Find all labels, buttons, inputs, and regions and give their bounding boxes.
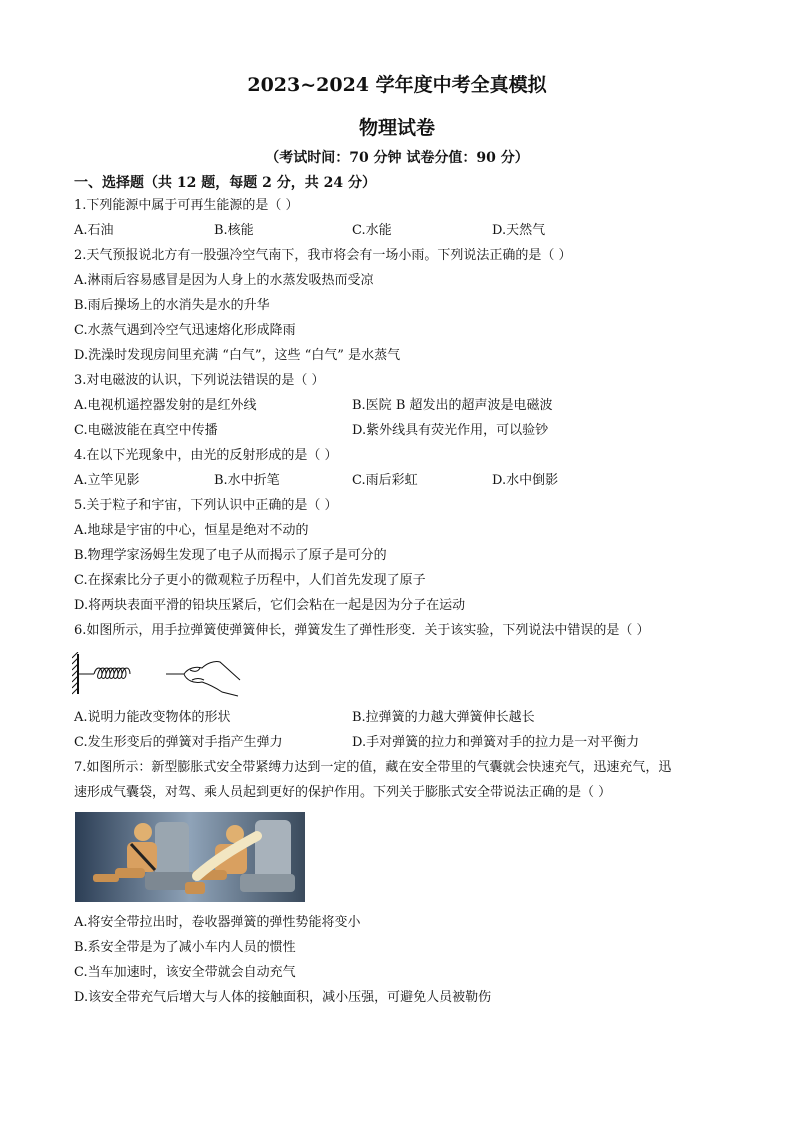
q7-stem-line2: 速形成气囊袋，对驾、乘人员起到更好的保护作用。下列关于膨胀式安全带说法正确的是（ ） xyxy=(74,785,612,800)
spring-hand-figure xyxy=(72,652,242,698)
q6-option-a: A.说明力能改变物体的形状 xyxy=(74,710,231,725)
q1-option-d: D.天然气 xyxy=(492,223,546,238)
exam-info: （考试时间：70 分钟 试卷分值：90 分） xyxy=(265,150,529,166)
q3-option-c: C.电磁波能在真空中传播 xyxy=(74,423,218,438)
q1-option-b: B.核能 xyxy=(214,223,254,238)
section-heading: 一、选择题（共 12 题，每题 2 分，共 24 分） xyxy=(74,175,376,191)
q4-option-a: A.立竿见影 xyxy=(74,473,140,488)
q7-option-b: B.系安全带是为了减小车内人员的惯性 xyxy=(74,940,296,955)
q1-option-c: C.水能 xyxy=(352,223,392,238)
q5-stem: 5.关于粒子和宇宙，下列认识中正确的是（ ） xyxy=(74,498,338,513)
hand-icon xyxy=(184,661,240,696)
q2-stem: 2.天气预报说北方有一股强冷空气南下，我市将会有一场小雨。下列说法正确的是（ ） xyxy=(74,248,572,263)
q5-option-c: C.在探索比分子更小的微观粒子历程中，人们首先发现了原子 xyxy=(74,573,426,588)
q6-option-c: C.发生形变后的弹簧对手指产生弹力 xyxy=(74,735,283,750)
q3-stem: 3.对电磁波的认识，下列说法错误的是（ ） xyxy=(74,373,325,388)
exam-title: 2023~2024 学年度中考全真模拟 xyxy=(247,74,547,96)
q2-option-b: B.雨后操场上的水消失是水的升华 xyxy=(74,298,270,313)
q6-option-d: D.手对弹簧的拉力和弹簧对手的拉力是一对平衡力 xyxy=(352,735,640,750)
seatbelt-photo xyxy=(75,812,305,902)
q2-option-a: A.淋雨后容易感冒是因为人身上的水蒸发吸热而受凉 xyxy=(74,273,374,288)
q6-stem: 6.如图所示，用手拉弹簧使弹簧伸长，弹簧发生了弹性形变．关于该实验，下列说法中错误的是（ ） xyxy=(74,623,650,638)
q5-option-b: B.物理学家汤姆生发现了电子从而揭示了原子是可分的 xyxy=(74,548,387,563)
q5-option-d: D.将两块表面平滑的铅块压紧后，它们会粘在一起是因为分子在运动 xyxy=(74,598,466,613)
q7-stem-line1: 7.如图所示：新型膨胀式安全带紧缚力达到一定的值，藏在安全带里的气囊就会快速充气，迅速充气，迅 xyxy=(74,760,672,775)
q2-option-c: C.水蒸气遇到冷空气迅速熔化形成降雨 xyxy=(74,323,296,338)
q5-option-a: A.地球是宇宙的中心，恒星是绝对不动的 xyxy=(74,523,309,538)
spring-icon xyxy=(78,668,184,679)
q4-option-d: D.水中倒影 xyxy=(492,473,559,488)
q7-option-d: D.该安全带充气后增大与人体的接触面积，减小压强，可避免人员被勒伤 xyxy=(74,990,492,1005)
q3-option-a: A.电视机遥控器发射的是红外线 xyxy=(74,398,257,413)
q4-option-c: C.雨后彩虹 xyxy=(352,473,418,488)
q1-option-a: A.石油 xyxy=(74,223,114,238)
q4-stem: 4.在以下光现象中，由光的反射形成的是（ ） xyxy=(74,448,338,463)
q3-option-b: B.医院 B 超发出的超声波是电磁波 xyxy=(352,398,553,413)
q3-option-d: D.紫外线具有荧光作用，可以验钞 xyxy=(352,423,549,438)
q4-option-b: B.水中折笔 xyxy=(214,473,280,488)
q7-option-a: A.将安全带拉出时，卷收器弹簧的弹性势能将变小 xyxy=(74,915,361,930)
q7-option-c: C.当车加速时，该安全带就会自动充气 xyxy=(74,965,296,980)
q2-option-d: D.洗澡时发现房间里充满 “白气”，这些 “白气” 是水蒸气 xyxy=(74,348,401,363)
q1-stem: 1.下列能源中属于可再生能源的是（ ） xyxy=(74,198,299,213)
wall-icon xyxy=(72,652,78,694)
q6-option-b: B.拉弹簧的力越大弹簧伸长越长 xyxy=(352,710,535,725)
subject-title: 物理试卷 xyxy=(358,117,435,139)
